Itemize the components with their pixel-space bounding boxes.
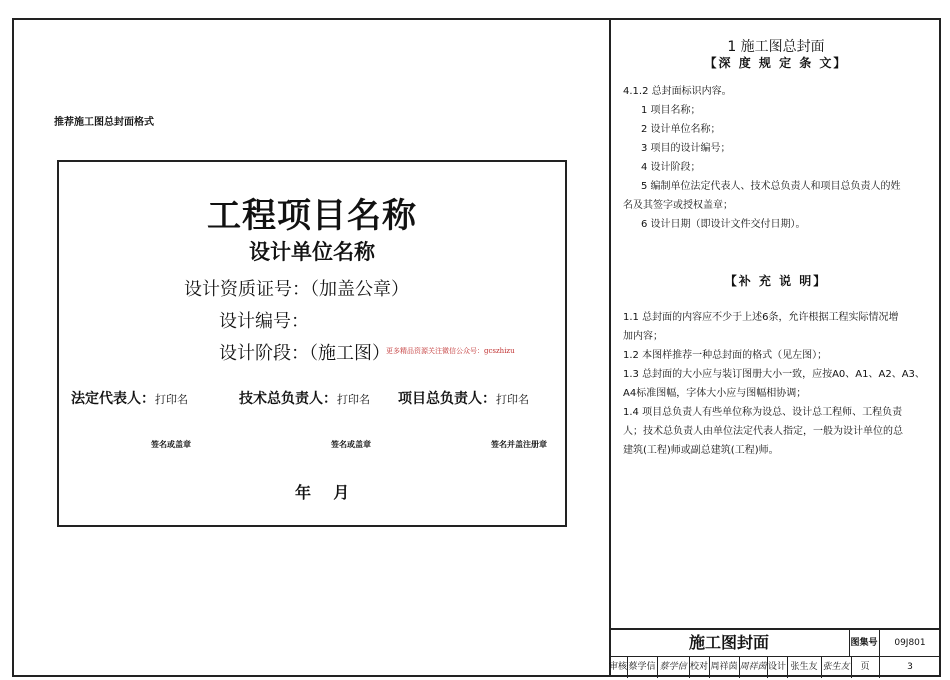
clause-item: 3 项目的设计编号； bbox=[641, 143, 731, 154]
tb-signature: 周祥茵 bbox=[739, 657, 768, 678]
tb-cell: 张生友 bbox=[787, 657, 822, 678]
atlas-label: 图集号 bbox=[849, 630, 880, 656]
person-label: 技术总负责人： bbox=[239, 391, 337, 407]
person-project-chief bbox=[398, 388, 529, 408]
date-line: 年 月 bbox=[295, 483, 350, 502]
person-value: 打印名 bbox=[496, 393, 529, 406]
person-value: 打印名 bbox=[337, 393, 370, 406]
person-tech-chief bbox=[239, 388, 370, 408]
note-line: 1.3 总封面的大小应与装订图册大小一致，应按A0、A1、A2、A3、 bbox=[623, 369, 925, 380]
note-line: A4标准图幅，字体大小应与图幅相协调； bbox=[623, 388, 807, 399]
note-line: 人；技术总负责人由单位法定代表人指定，一般为设计单位的总 bbox=[623, 426, 903, 437]
unit-name: 设计单位名称 bbox=[249, 240, 375, 264]
clause-item: 名及其签字或授权盖章； bbox=[623, 200, 733, 211]
right-subtitle: 【深 度 规 定 条 文】 bbox=[704, 56, 848, 70]
sign-note: 签名或盖章 bbox=[331, 440, 371, 449]
note-line: 1.4 项目总负责人有些单位称为设总、设计总工程师、工程负责 bbox=[623, 407, 903, 418]
tb-cell: 审核 bbox=[609, 657, 628, 678]
tb-cell: 设计 bbox=[767, 657, 788, 678]
tb-cell: 周祥茵 bbox=[709, 657, 740, 678]
note-line: 加内容； bbox=[623, 331, 663, 342]
sign-note: 签名并盖注册章 bbox=[491, 440, 547, 449]
right-title: 1 施工图总封面 bbox=[727, 39, 825, 55]
person-label: 法定代表人： bbox=[71, 391, 155, 407]
tb-signature: 蔡学信 bbox=[657, 657, 690, 678]
supplement-title: 【补 充 说 明】 bbox=[724, 274, 828, 288]
clause-item: 2 设计单位名称； bbox=[641, 124, 721, 135]
clause-item: 4 设计阶段； bbox=[641, 162, 701, 173]
signature-row bbox=[609, 656, 941, 678]
license-line: 设计资质证号：（加盖公章） bbox=[184, 279, 409, 300]
note-line: 建筑(工程)师或副总建筑(工程)师。 bbox=[623, 445, 779, 456]
sign-note: 签名或盖章 bbox=[151, 440, 191, 449]
person-legal-rep bbox=[71, 388, 188, 408]
note-line: 1.2 本图样推荐一种总封面的格式（见左图）； bbox=[623, 350, 828, 361]
page-number: 3 bbox=[907, 662, 913, 672]
atlas-number: 09J801 bbox=[894, 638, 926, 648]
title-block bbox=[609, 628, 941, 677]
tb-signature: 张生友 bbox=[821, 657, 852, 678]
section-title: 推荐施工图总封面格式 bbox=[54, 117, 154, 128]
clause-item: 5 编制单位法定代表人、技术总负责人和项目总负责人的姓 bbox=[641, 181, 901, 192]
tb-cell: 校对 bbox=[689, 657, 710, 678]
project-name: 工程项目名称 bbox=[207, 196, 417, 236]
note-line: 1.1 总封面的内容应不少于上述6条，允许根据工程实际情况增 bbox=[623, 312, 899, 323]
stage-line: 设计阶段：（施工图） bbox=[219, 343, 390, 364]
design-no-line: 设计编号： bbox=[219, 311, 309, 332]
clause-item: 6 设计日期（即设计文件交付日期）。 bbox=[641, 219, 806, 230]
watermark-text: 更多精品资源关注微信公众号：gcszhizu bbox=[386, 347, 515, 355]
tb-cell: 页 bbox=[851, 657, 880, 678]
person-label: 项目总负责人： bbox=[398, 391, 496, 407]
cover-sample bbox=[57, 160, 567, 527]
person-value: 打印名 bbox=[155, 393, 188, 406]
clause-head: 4.1.2 总封面标识内容。 bbox=[623, 86, 732, 97]
drawing-name: 施工图封面 bbox=[609, 630, 850, 656]
clause-item: 1 项目名称； bbox=[641, 105, 701, 116]
tb-cell: 蔡学信 bbox=[627, 657, 658, 678]
vertical-divider bbox=[609, 18, 611, 677]
